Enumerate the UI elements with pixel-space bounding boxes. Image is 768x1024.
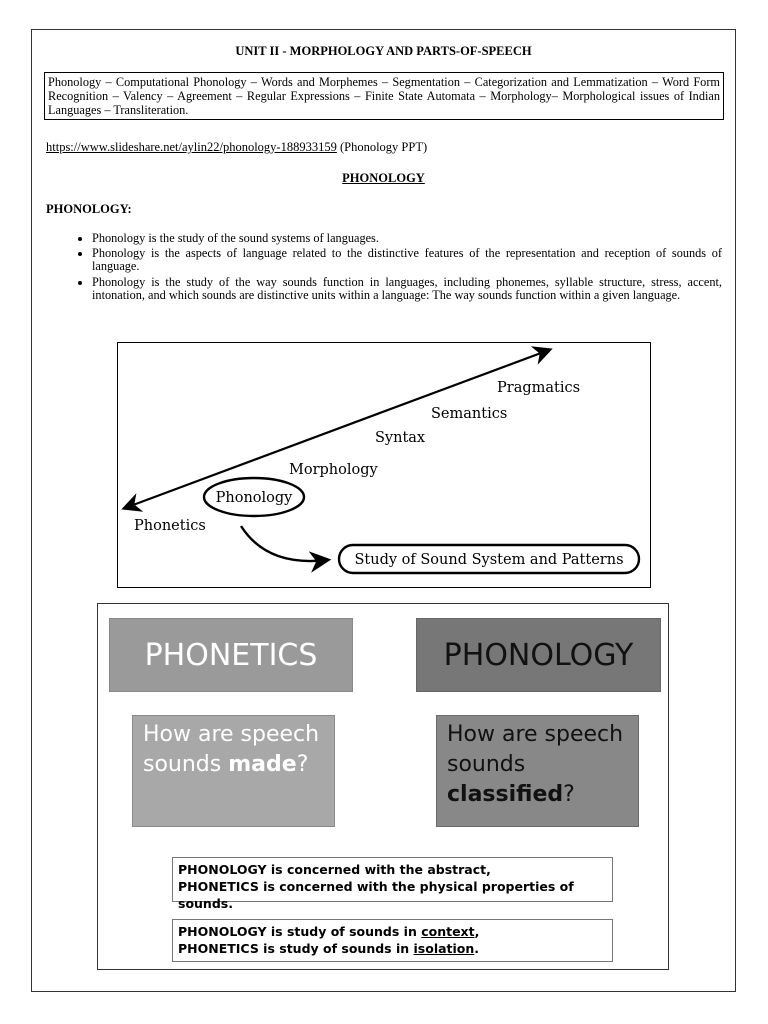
question-keyword: made <box>228 752 297 777</box>
level-syntax: Syntax <box>375 430 426 446</box>
question-keyword: classified <box>447 782 564 807</box>
topics-box: Phonology – Computational Phonology – Words and Morphemes – Segmentation – Categorization and Lemmatization – Word Form Recognition – Valency – Agreement – Regular Expressions – Finite State Automata – Morphology– Morphological issues of Indian Languages – Transliteration. <box>44 72 724 120</box>
unit-title: UNIT II - MORPHOLOGY AND PARTS-OF-SPEECH <box>235 44 532 58</box>
level-semantics: Semantics <box>431 406 508 422</box>
question-mark: ? <box>296 752 309 777</box>
note-line <box>178 940 607 957</box>
linguistics-levels-diagram <box>117 342 651 588</box>
slideshare-link[interactable]: https://www.slideshare.net/aylin22/phonology-188933159 <box>46 140 337 154</box>
phonetics-question <box>132 715 335 827</box>
definition-item: • Phonology is the study of the sound systems of languages. <box>92 232 722 245</box>
note-punct: . <box>474 941 480 956</box>
phonology-subheading: PHONOLOGY: <box>46 202 132 216</box>
question-mark: ? <box>563 782 575 807</box>
note-line <box>178 923 607 940</box>
definition-item: • Phonology is the aspects of language related to the distinctive features of the representation and reception of sounds of language. <box>92 247 722 273</box>
definition-list <box>46 232 722 304</box>
context-vs-isolation-note <box>172 919 613 962</box>
phonetics-vs-phonology-panel <box>97 603 669 970</box>
note-line: PHONETICS is concerned with the physical properties of sounds. <box>178 879 574 911</box>
note-line: PHONOLOGY is concerned with the abstract, <box>178 862 491 877</box>
level-phonology: Phonology <box>215 490 293 506</box>
note-punct: , <box>474 924 480 939</box>
reference-note: (Phonology PPT) <box>336 140 428 154</box>
note-keyword: context <box>421 924 475 939</box>
level-morphology: Morphology <box>289 462 378 478</box>
question-text: How are speech sounds <box>447 722 624 777</box>
phonetics-header: PHONETICS <box>109 618 353 692</box>
definition-item: • Phonology is the study of the way sounds function in languages, including phonemes, syllable structure, stress, accent, intonation, and which sounds are distinctive units within a language: The way sounds function within a given language. <box>92 276 722 302</box>
section-title: PHONOLOGY <box>342 171 425 185</box>
note-keyword: isolation <box>413 941 475 956</box>
abstract-vs-physical-note <box>172 857 613 911</box>
phonology-question <box>436 715 639 827</box>
note-text: PHONOLOGY is study of sounds in <box>178 924 422 939</box>
reference-line <box>46 140 427 155</box>
level-pragmatics: Pragmatics <box>497 380 581 396</box>
phonology-header: PHONOLOGY <box>416 618 661 692</box>
level-phonetics: Phonetics <box>134 518 206 534</box>
callout-text: Study of Sound System and Patterns <box>354 552 624 568</box>
note-text: PHONETICS is study of sounds in <box>178 941 414 956</box>
question-text: How are speech sounds <box>143 722 320 777</box>
